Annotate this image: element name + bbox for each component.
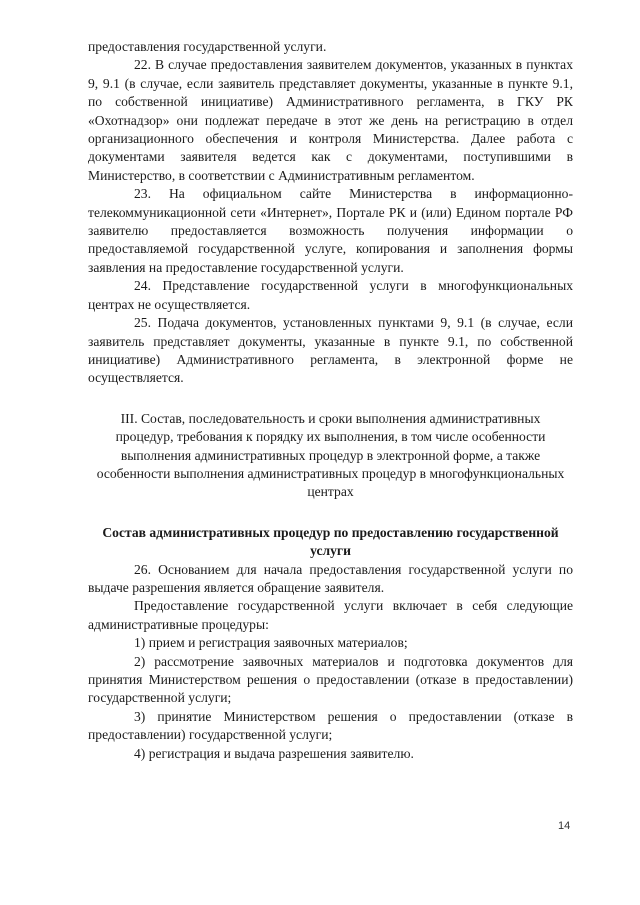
- paragraph-23: 23. На официальном сайте Министерства в информационно-телекоммуникационной сети «Интернет», Портале РК и (или) Едином портале РФ заявителю предоставляется возможность получения информации о предоставляемой государственной услуге, копирования и заполнения формы заявления на предоставление государственной услуги.: [88, 186, 573, 275]
- list-item-1: 1) прием и регистрация заявочных материалов;: [134, 635, 408, 651]
- subheading: Состав административных процедур по предоставлению государственной услуги: [102, 524, 559, 559]
- page-number: 14: [558, 820, 571, 832]
- paragraph-continuation: предоставления государственной услуги.: [88, 39, 327, 54]
- paragraph-25: 25. Подача документов, установленных пунктами 9, 9.1 (в случае, если заявитель представляет документы, указанные в пункте 9.1, по собственной инициативе) Административного регламента, в электронной форме не осуществляется.: [88, 315, 573, 386]
- paragraph-procedures-intro: Предоставление государственной услуги включает в себя следующие административные процедуры:: [88, 598, 573, 632]
- paragraph-22: 22. В случае предоставления заявителем документов, указанных в пунктах 9, 9.1 (в случае, если заявитель представляет документы, указанные в пункте 9.1, по собственной инициативе) Административного регламента, в ГКУ РК «Охотнадзор» они подлежат передаче в этот же день на регистрацию в отдел организационного обеспечения и контроля Министерства. Далее работа с документами заявителя ведется как с документами, поступившими в Министерство, в соответствии с Административным регламентом.: [88, 57, 573, 183]
- paragraph-24: 24. Представление государственной услуги в многофункциональных центрах не осуществляется.: [88, 278, 573, 312]
- document-body: [88, 38, 573, 763]
- section-title: III. Состав, последовательность и сроки выполнения административных процедур, требования к порядку их выполнения, в том числе особенности выполнения административных процедур в электронной форме, а также особенности выполнения административных процедур в многофункциональных центрах: [96, 410, 565, 500]
- list-item-2: 2) рассмотрение заявочных материалов и подготовка документов для принятия Министерством решения о предоставлении (отказе в предоставлении) государственной услуги;: [88, 653, 573, 706]
- paragraph-26: 26. Основанием для начала предоставления государственной услуги по выдаче разрешения является обращение заявителя.: [88, 561, 573, 595]
- list-item-3: 3) принятие Министерством решения о предоставлении (отказе в предоставлении) государственной услуги;: [88, 708, 573, 743]
- list-item-4: 4) регистрация и выдача разрешения заявителю.: [134, 745, 414, 761]
